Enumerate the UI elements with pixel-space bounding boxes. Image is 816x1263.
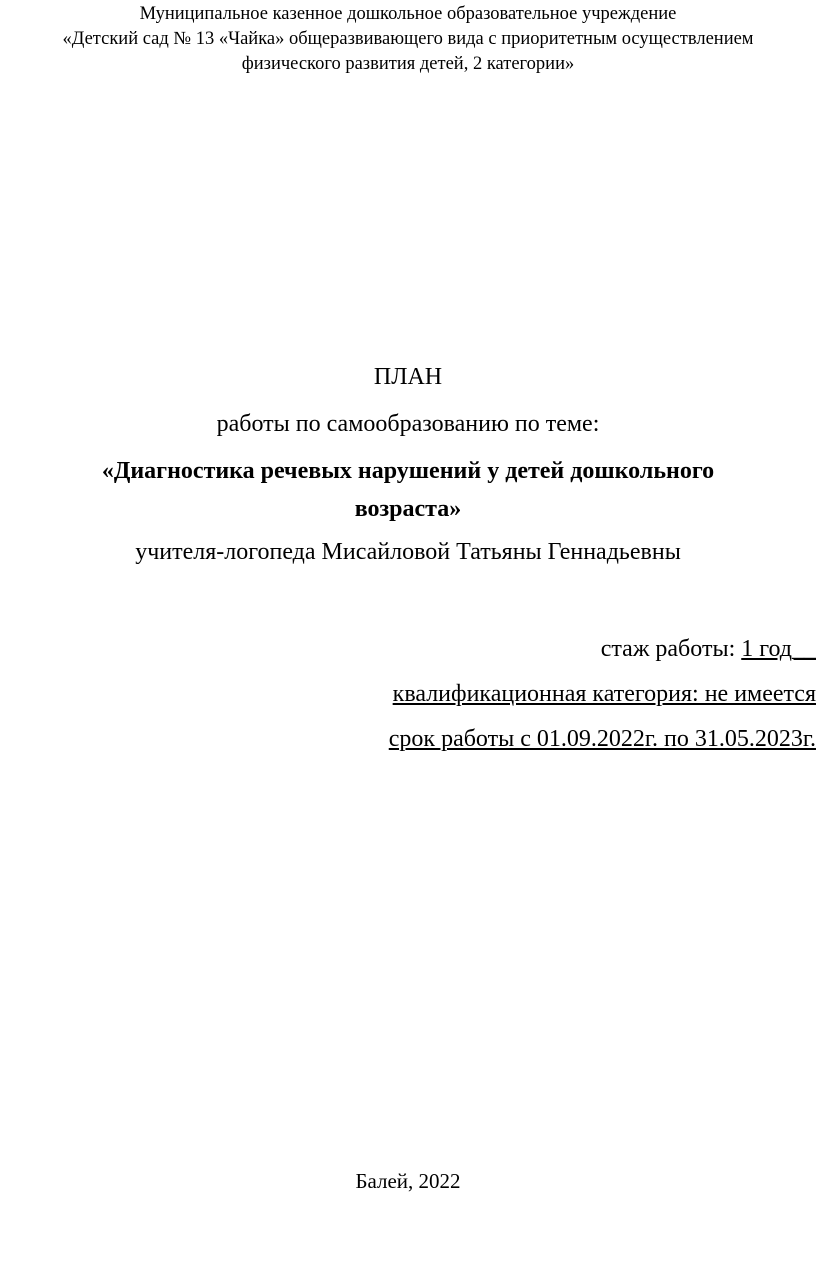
- institution-header: [0, 2, 816, 77]
- author-line: учителя-логопеда Мисайловой Татьяны Геннадьевны: [135, 539, 681, 565]
- institution-line-2: «Детский сад № 13 «Чайка» общеразвивающего вида с приоритетным осуществлением: [62, 29, 754, 49]
- experience-row: [389, 632, 816, 666]
- place-year: Балей, 2022: [355, 1169, 461, 1193]
- details-block: [389, 632, 816, 767]
- topic-line-2: возраста»: [354, 496, 462, 522]
- experience-value: 1 год__: [741, 636, 816, 662]
- institution-line-1: Муниципальное казенное дошкольное образовательное учреждение: [139, 4, 677, 24]
- institution-line-3: физического развития детей, 2 категории»: [241, 54, 575, 74]
- document-subtitle: работы по самообразованию по теме:: [216, 411, 600, 437]
- term-row: срок работы с 01.09.2022г. по 31.05.2023г.: [388, 726, 816, 752]
- topic-title: [0, 452, 816, 528]
- experience-label: стаж работы:: [600, 636, 742, 662]
- document-title: ПЛАН: [373, 364, 443, 390]
- topic-line-1: «Диагностика речевых нарушений у детей дошкольного: [101, 458, 715, 484]
- qualification-row: квалификационная категория: не имеется: [392, 681, 816, 707]
